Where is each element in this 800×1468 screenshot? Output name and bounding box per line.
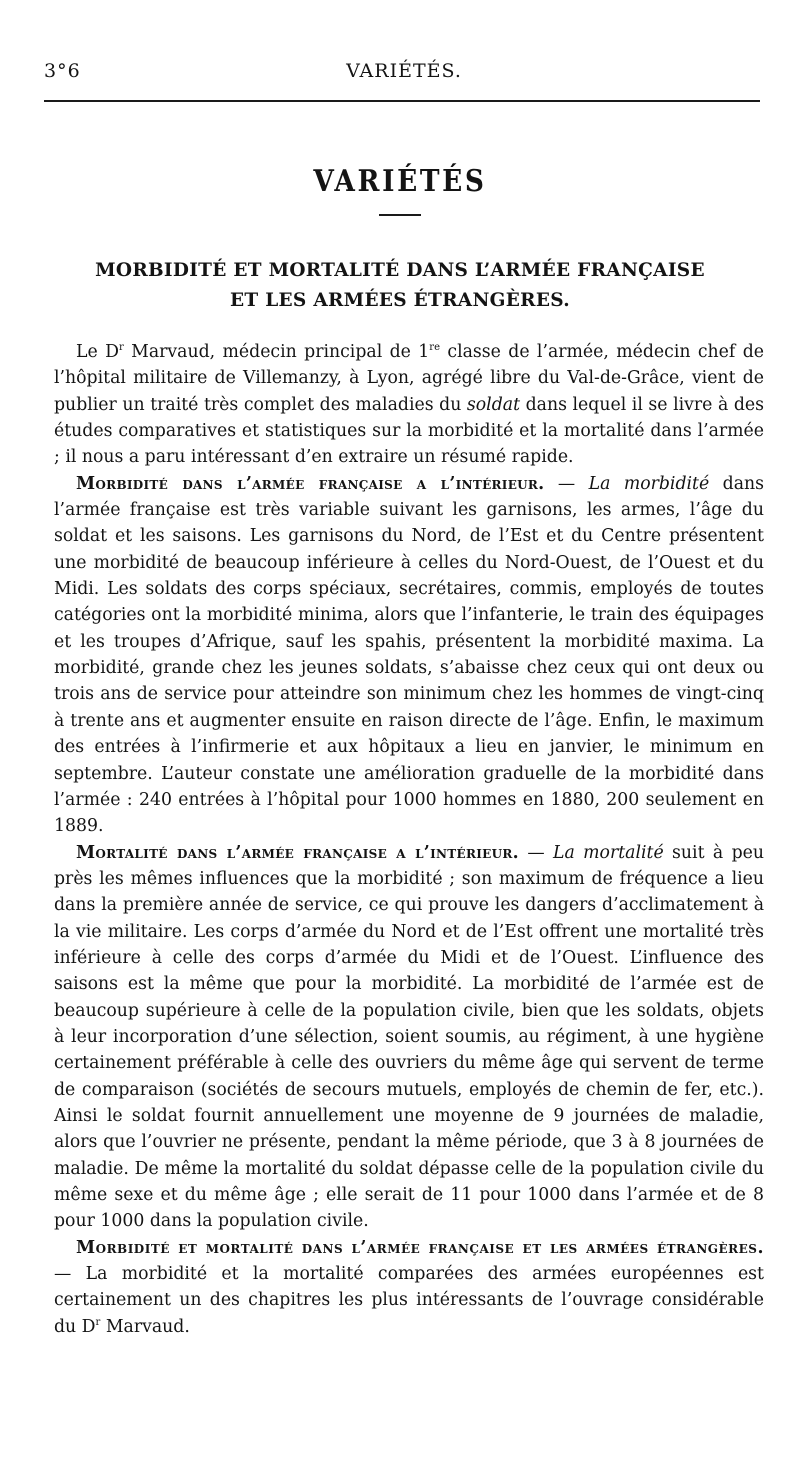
intro-text-1: Le D (76, 342, 119, 362)
heading-etrangeres: Morbidité et mortalité dans l’armée française et les armées étrangères. (76, 1237, 764, 1258)
paragraph-intro (54, 339, 764, 471)
article-title-line-2: ET LES ARMÉES ÉTRANGÈRES. (230, 290, 570, 311)
intro-text-2: Marvaud, médecin principal de 1 (123, 342, 430, 362)
article-title-line-1: MORBIDITÉ ET MORTALITÉ DANS L’ARMÉE FRANÇAISE (95, 260, 705, 281)
intro-text-3: classe de l’armée, médecin chef de l’hôpital militaire de Villemanzy, à Lyon, agrégé libre du Val-de-Grâce, vient de publier un traité très complet des maladies du (54, 342, 764, 415)
intro-sup-1: r (118, 342, 124, 354)
article-body (54, 339, 764, 1340)
dash: — (544, 473, 589, 494)
header-rule (44, 100, 760, 102)
morbidite-italic: La morbidité (588, 473, 710, 494)
mortalite-text: suit à peu près les mêmes influences que la morbidité ; son maximum de fréquence a lieu dans la première année de service, ce qui prouve les dangers d’acclimatement à la vie militaire. Les corps d’armée du Nord et de l’Est offrent une mortalité très inférieure à celle des corps d’armée du Midi et de l’Ouest. L’influence des saisons est la même que pour la morbidité. La morbidité de l’armée est de beaucoup supérieure à celle de la population civile, bien que les soldats, objets à leur incorporation d’une sélection, soient soumis, au régiment, à une hygiène certainement préférable à celle des ouvriers du même âge qui servent de terme de comparaison (sociétés de secours mutuels, employés de chemin de fer, etc.). Ainsi le soldat fournit annuellement une moyenne de 9 journées de maladie, alors que l’ouvrier ne présente, pendant la même période, que 3 à 8 journées de maladie. De même la mortalité du soldat dépasse celle de la population civile du même sexe et du même âge ; elle serait de 11 pour 1000 dans l’armée et de 8 pour 1000 dans la population civile. (54, 842, 764, 1232)
etrangeres-text-2: Marvaud. (100, 1316, 190, 1337)
intro-italic: soldat (466, 394, 521, 415)
page-number: 3°6 (44, 60, 81, 82)
paragraph-etrangeres (54, 1235, 764, 1340)
section-title: VARIÉTÉS (313, 164, 487, 199)
heading-morbidite: Morbidité dans l’armée française a l’intérieur. (76, 473, 545, 494)
section-title-rule (379, 214, 421, 216)
paragraph-mortalite (54, 840, 764, 1235)
intro-text-4: dans lequel il se livre à des études comparatives et statistiques sur la morbidité et la mortalité dans l’armée ; il nous a paru intéressant d’en extraire un résumé rapide. (54, 394, 764, 468)
etrangeres-sup: r (95, 1316, 101, 1328)
etrangeres-text-1: — La morbidité et la mortalité comparées des armées européennes est certainement un des chapitres les plus intéressants de l’ouvrage considérable du D (54, 1264, 764, 1337)
heading-mortalite: Mortalité dans l’armée française a l’intérieur. (76, 842, 519, 863)
mortalite-italic: La mortalité (553, 842, 664, 863)
running-title: VARIÉTÉS. (346, 60, 462, 82)
paragraph-morbidite (54, 471, 764, 840)
article-title (60, 256, 740, 316)
dash: — (518, 842, 553, 863)
running-head (44, 60, 764, 90)
morbidite-text: dans l’armée française est très variable suivant les garnisons, les armes, l’âge du soldat et les saisons. Les garnisons du Nord, de l’Est et du Centre présentent une morbidité de beaucoup inférieure à celles du Nord-Ouest, de l’Ouest et du Midi. Les soldats des corps spéciaux, secrétaires, commis, employés de toutes catégories ont la morbidité minima, alors que l’infanterie, le train des équipages et les troupes d’Afrique, sauf les spahis, présentent la morbidité maxima. La morbidité, grande chez les jeunes soldats, s’abaisse chez ceux qui ont deux ou trois ans de service pour atteindre son minimum chez les hommes de vingt-cinq à trente ans et augmenter ensuite en raison directe de l’âge. Enfin, le maximum des entrées à l’infirmerie et aux hôpitaux a lieu en janvier, le minimum en septembre. L’auteur constate une amélioration graduelle de la morbidité dans l’armée : 240 entrées à l’hôpital pour 1000 hommes en 1880, 200 seulement en 1889. (54, 473, 764, 837)
intro-sup-2: re (429, 342, 440, 354)
